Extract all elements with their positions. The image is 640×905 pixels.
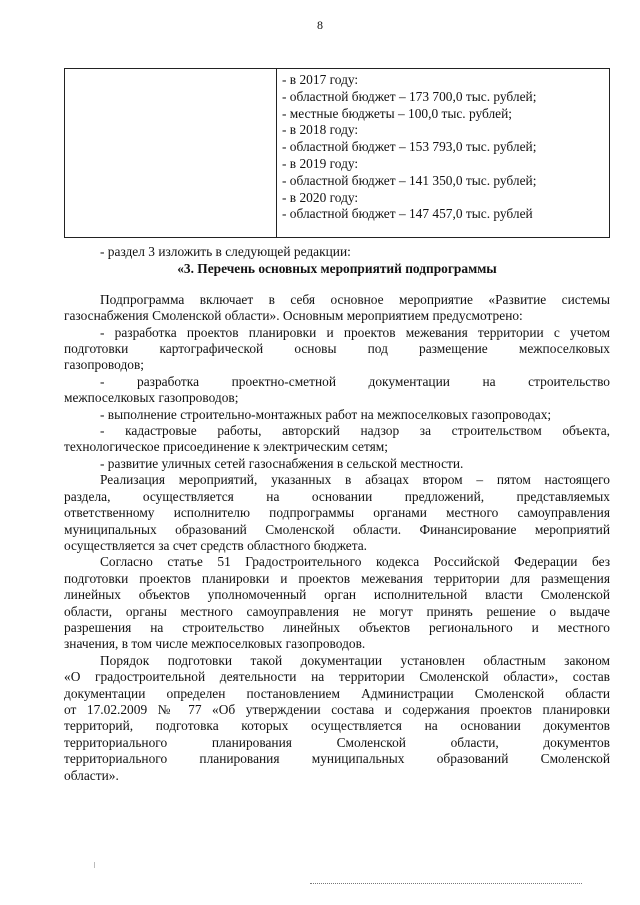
text-line: - разработка проектов планировки и проектов межевания территории с учетом <box>100 324 610 340</box>
text-line: осуществляется за счет средств областного бюджета. <box>64 537 368 553</box>
page-number: 8 <box>317 18 323 32</box>
text-line: подготовки проектов планировки и проектов межевания территории для размещения <box>64 570 610 586</box>
text-line: территориального планирования Смоленской области, документов <box>64 734 610 750</box>
text-line: территорий, подготовка которых осуществляется на основании документов <box>64 718 610 734</box>
text-line: Порядок подготовки такой документации установлен областным законом <box>100 652 610 668</box>
table-line: - областной бюджет – 147 457,0 тыс. рублей <box>282 206 533 222</box>
table-line: - в 2017 году: <box>282 72 359 87</box>
text-line: Реализация мероприятий, указанных в абзацах втором – пятом настоящего <box>100 472 610 488</box>
text-line: области». <box>64 767 119 783</box>
intro-line: - раздел 3 изложить в следующей редакции: <box>100 244 351 259</box>
text-line: газопроводов; <box>64 357 144 373</box>
table-left-cell <box>65 69 277 237</box>
text-line: разрешения на строительство линейных объектов регионального и местного <box>64 619 610 635</box>
text-line: Подпрограмма включает в себя основное мероприятие «Развитие системы <box>100 291 610 307</box>
text-line: межпоселковых газопроводов; <box>64 390 239 406</box>
text-line: «О градостроительной деятельности на территории Смоленской области», состав <box>64 669 610 685</box>
text-line: раздела, осуществляется на основании предложений, представляемых <box>64 488 610 504</box>
table-line: - в 2020 году: <box>282 189 359 205</box>
text-line: документации определен постановлением Администрации Смоленской области <box>64 685 610 701</box>
document-body <box>64 244 610 784</box>
text-line: подготовки картографической основы под размещение межпоселковых <box>64 341 610 357</box>
text-line: - разработка проектно-сметной документации на строительство <box>100 373 610 389</box>
text-line: области, органы местного самоуправления не могут принять решение о выдаче <box>64 603 610 619</box>
margin-mark <box>94 862 95 868</box>
funding-table <box>64 68 610 238</box>
text-line: - кадастровые работы, авторский надзор за строительством объекта, <box>100 423 610 439</box>
text-line: технологическое присоединение к электрическим сетям; <box>64 439 388 455</box>
section-heading: «3. Перечень основных мероприятий подпрограммы <box>177 261 497 277</box>
text-line: линейных объектов уполномоченный орган исполнительной власти Смоленской <box>64 587 610 603</box>
table-line: - в 2018 году: <box>282 122 359 138</box>
text-line: муниципальных образований Смоленской области. Финансирование мероприятий <box>64 521 610 537</box>
text-line: от 17.02.2009 № 77 «Об утверждении состава и содержания проектов планировки <box>64 701 610 717</box>
body-paragraphs <box>64 292 610 784</box>
table-line: - областной бюджет – 153 793,0 тыс. рублей; <box>282 139 537 155</box>
text-line: территориального планирования муниципальных образований Смоленской <box>64 751 610 767</box>
footer-rule <box>310 883 582 884</box>
table-line: - в 2019 году: <box>282 155 359 171</box>
text-line: - развитие уличных сетей газоснабжения в сельской местности. <box>100 455 464 471</box>
text-line: значения, в том числе межпоселковых газопроводов. <box>64 636 366 652</box>
table-line: - местные бюджеты – 100,0 тыс. рублей; <box>282 105 513 121</box>
table-line: - областной бюджет – 173 700,0 тыс. рублей; <box>282 88 537 104</box>
table-line: - областной бюджет – 141 350,0 тыс. рублей; <box>282 172 537 188</box>
text-line: газоснабжения Смоленской области». Основным мероприятием предусмотрено: <box>64 308 523 324</box>
table-right-cell <box>277 69 609 237</box>
text-line: - выполнение строительно-монтажных работ на межпоселковых газопроводах; <box>100 406 552 422</box>
text-line: Согласно статье 51 Градостроительного кодекса Российской Федерации без <box>100 554 610 570</box>
text-line: ответственному исполнителю подпрограммы органами местного самоуправления <box>64 505 610 521</box>
